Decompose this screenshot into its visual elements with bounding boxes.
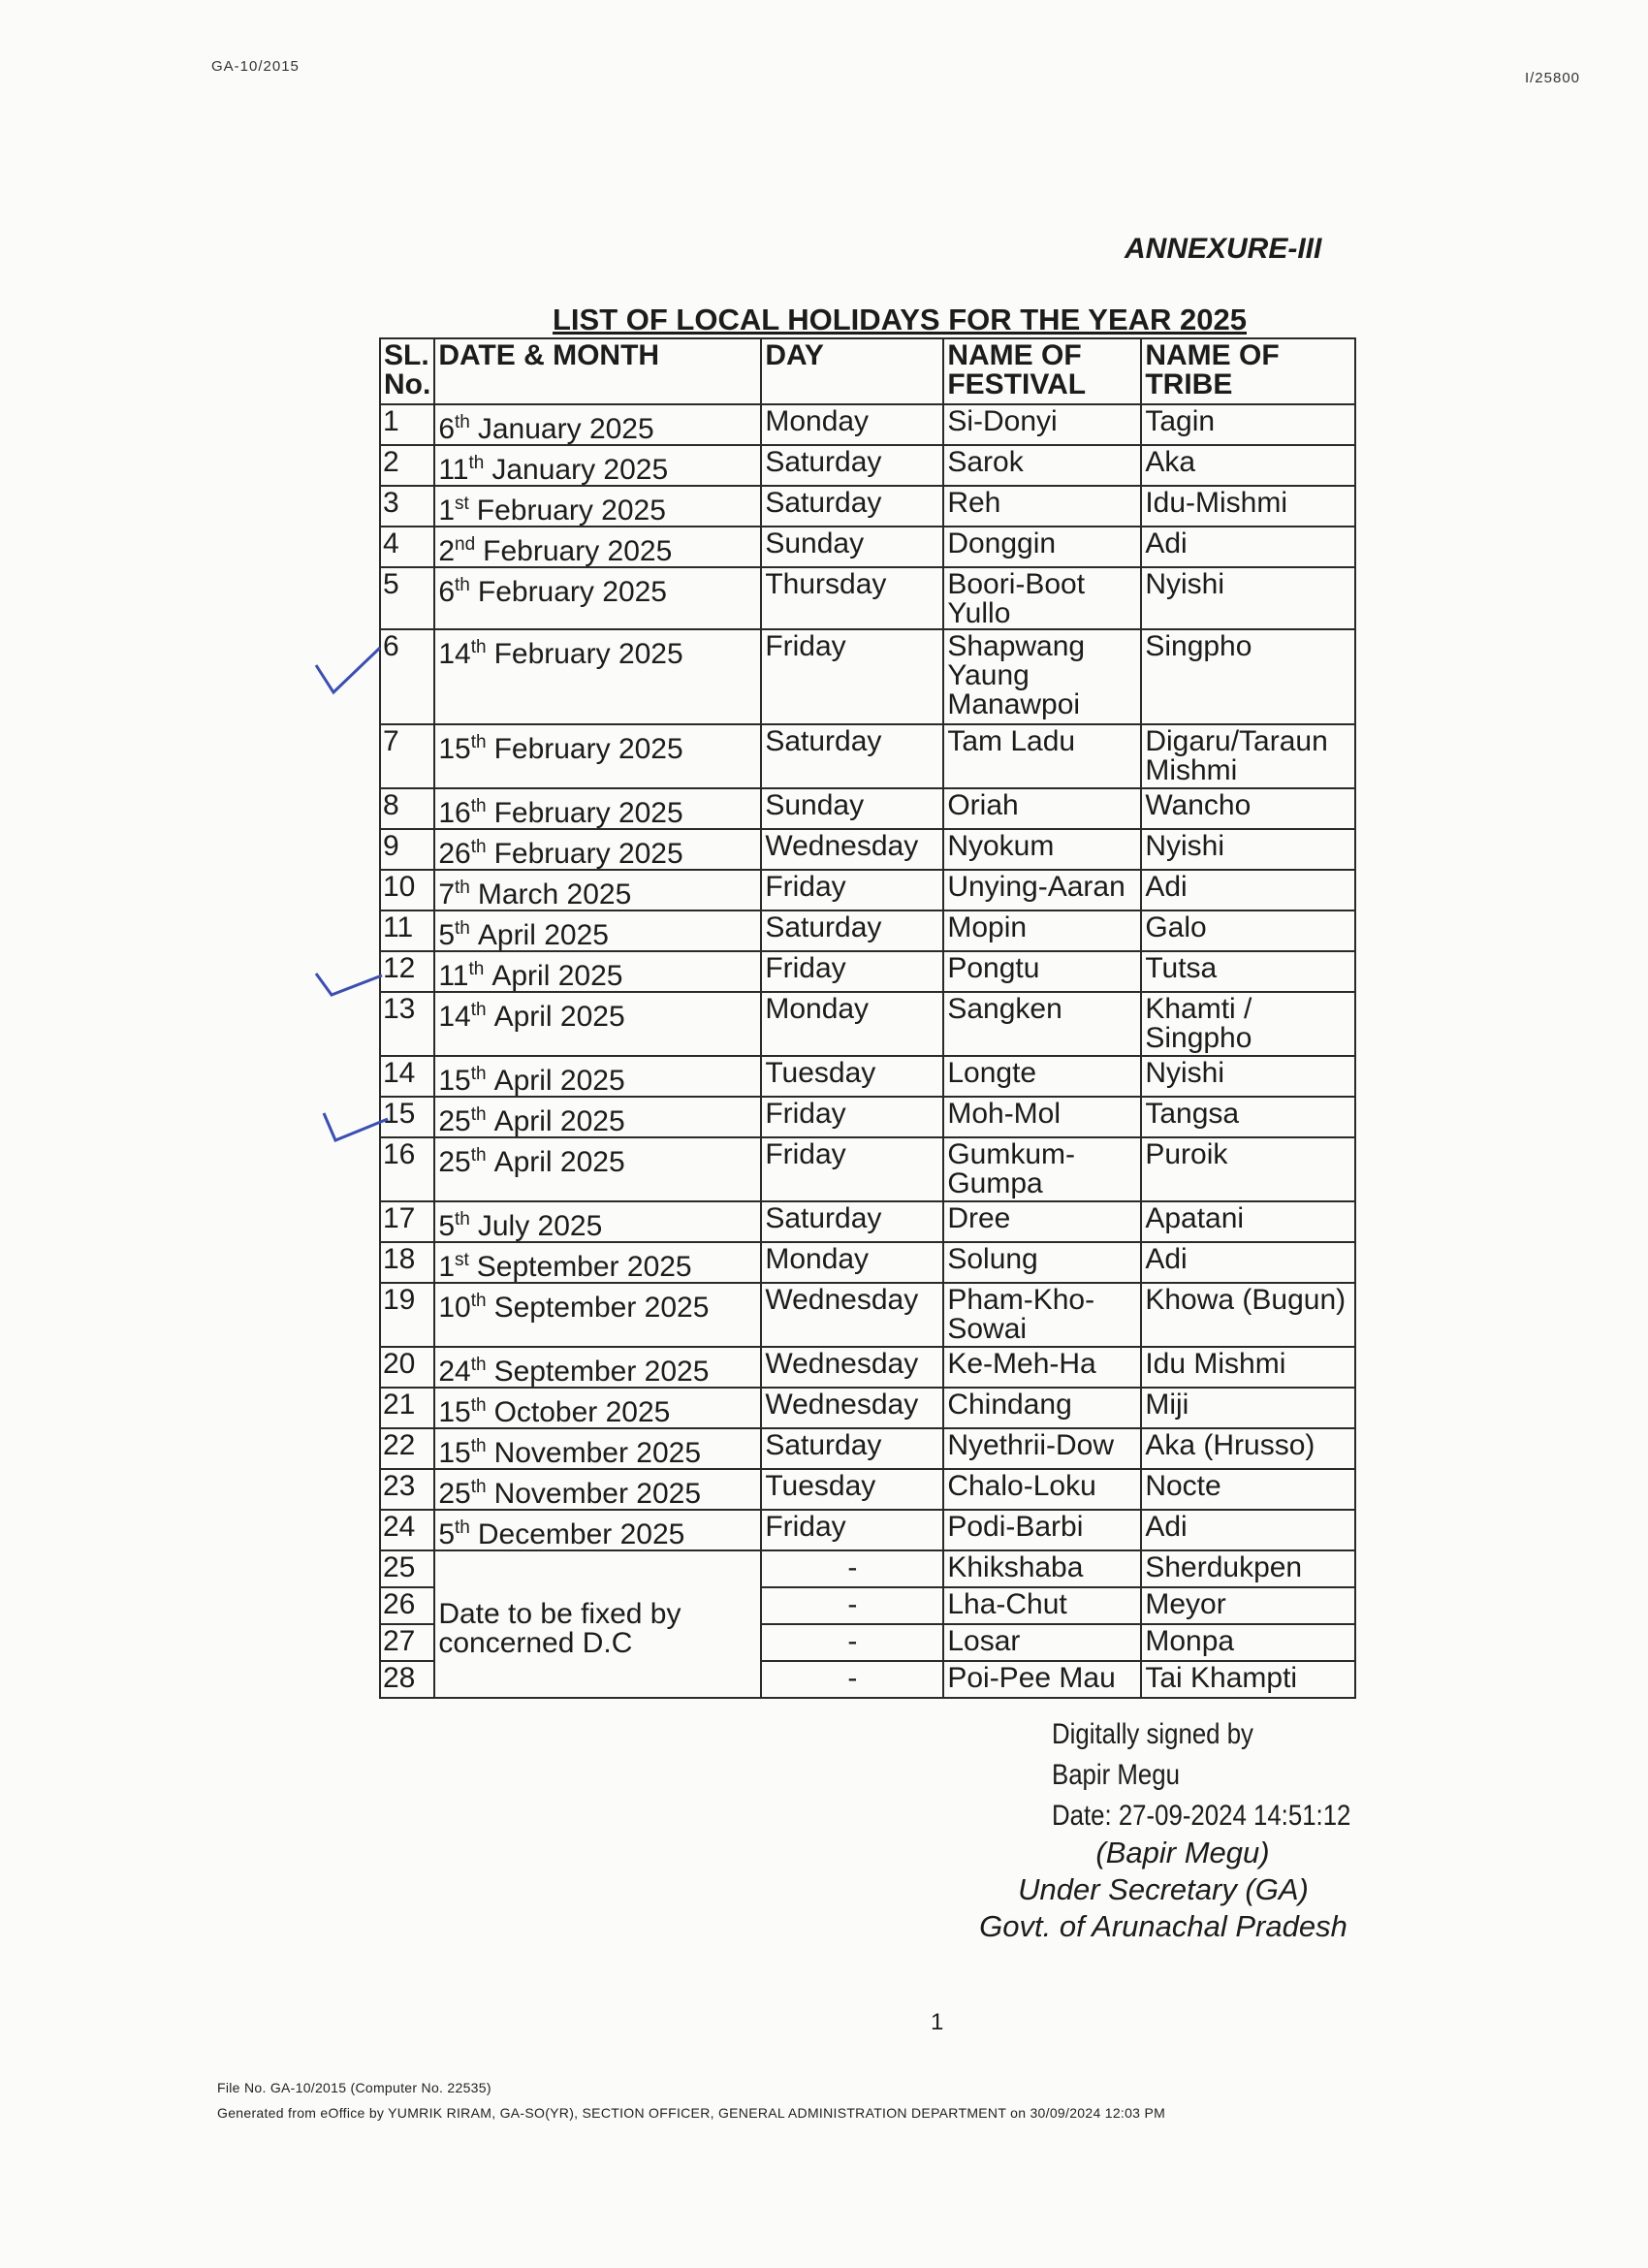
date-day-number: 16 bbox=[438, 797, 471, 829]
table-row bbox=[380, 788, 1355, 829]
column-header-date: DATE & MONTH bbox=[434, 338, 761, 404]
sl-number: 1 bbox=[380, 404, 434, 445]
date-month-year: November 2025 bbox=[493, 1478, 702, 1510]
date-cell bbox=[434, 788, 761, 829]
sl-number: 3 bbox=[380, 486, 434, 527]
footer-generated-by: Generated from eOffice by YUMRIK RIRAM, GA-SO(YR), SECTION OFFICER, GENERAL ADMINISTRATION DEPARTMENT on 30/09/2024 12:03 PM bbox=[217, 2105, 1166, 2121]
date-month-year: September 2025 bbox=[493, 1292, 710, 1324]
footer bbox=[217, 2075, 1165, 2125]
sl-number: 8 bbox=[380, 788, 434, 829]
date-month-year: March 2025 bbox=[477, 878, 632, 910]
festival-cell: Unying-Aaran bbox=[943, 870, 1141, 910]
table-row bbox=[380, 567, 1355, 629]
unfixed-date-cell: Date to be fixed by concerned D.C bbox=[434, 1550, 761, 1698]
date-ordinal-suffix: nd bbox=[455, 534, 476, 555]
date-day-number: 15 bbox=[438, 1065, 471, 1097]
date-cell bbox=[434, 1137, 761, 1201]
festival-cell: Pham-Kho-Sowai bbox=[943, 1283, 1141, 1347]
tribe-cell: Sherdukpen bbox=[1141, 1550, 1355, 1587]
tribe-cell: Aka bbox=[1141, 445, 1355, 486]
date-ordinal-suffix: th bbox=[470, 837, 487, 857]
date-ordinal-suffix: th bbox=[470, 637, 487, 657]
day-cell: - bbox=[761, 1661, 943, 1698]
date-month-year: April 2025 bbox=[493, 1001, 625, 1033]
table-row bbox=[380, 992, 1355, 1056]
tribe-cell: Monpa bbox=[1141, 1624, 1355, 1661]
festival-cell: Dree bbox=[943, 1201, 1141, 1242]
tribe-cell: Nocte bbox=[1141, 1469, 1355, 1510]
date-ordinal-suffix: th bbox=[455, 1517, 470, 1538]
date-cell bbox=[434, 829, 761, 870]
tribe-cell: Nyishi bbox=[1141, 567, 1355, 629]
date-day-number: 25 bbox=[438, 1478, 471, 1510]
date-cell bbox=[434, 1388, 761, 1428]
tribe-cell: Khamti / Singpho bbox=[1141, 992, 1355, 1056]
date-ordinal-suffix: th bbox=[470, 796, 487, 816]
sl-number: 28 bbox=[380, 1661, 434, 1698]
festival-cell: Moh-Mol bbox=[943, 1097, 1141, 1137]
sl-number: 4 bbox=[380, 527, 434, 567]
tribe-cell: Meyor bbox=[1141, 1587, 1355, 1624]
date-day-number: 5 bbox=[438, 1518, 456, 1550]
tribe-cell: Tutsa bbox=[1141, 951, 1355, 992]
date-ordinal-suffix: th bbox=[455, 575, 470, 595]
sl-number: 12 bbox=[380, 951, 434, 992]
officer-organisation: Govt. of Arunachal Pradesh bbox=[979, 1909, 1347, 1943]
day-cell: Tuesday bbox=[761, 1056, 943, 1097]
tribe-cell: Adi bbox=[1141, 870, 1355, 910]
date-day-number: 24 bbox=[438, 1356, 471, 1388]
sl-number: 20 bbox=[380, 1347, 434, 1388]
date-ordinal-suffix: th bbox=[470, 732, 487, 752]
table-row bbox=[380, 870, 1355, 910]
footer-file-number: File No. GA-10/2015 (Computer No. 22535) bbox=[217, 2080, 491, 2095]
table-row bbox=[380, 486, 1355, 527]
tribe-cell: Singpho bbox=[1141, 629, 1355, 724]
column-header-tribe: NAME OF TRIBE bbox=[1141, 338, 1355, 404]
date-ordinal-suffix: th bbox=[470, 1477, 487, 1497]
column-header-day: DAY bbox=[761, 338, 943, 404]
day-cell: Saturday bbox=[761, 910, 943, 951]
date-day-number: 25 bbox=[438, 1146, 471, 1178]
date-cell bbox=[434, 404, 761, 445]
sl-number: 26 bbox=[380, 1587, 434, 1624]
pen-tick-mark-icon bbox=[312, 960, 390, 1003]
date-month-year: April 2025 bbox=[493, 1146, 625, 1178]
day-cell: Friday bbox=[761, 951, 943, 992]
day-cell: Saturday bbox=[761, 445, 943, 486]
sl-number: 6 bbox=[380, 629, 434, 724]
date-day-number: 11 bbox=[438, 960, 469, 992]
festival-cell: Khikshaba bbox=[943, 1550, 1141, 1587]
date-cell bbox=[434, 1056, 761, 1097]
date-ordinal-suffix: st bbox=[455, 1250, 469, 1270]
officer-name: (Bapir Megu) bbox=[1095, 1836, 1270, 1869]
day-cell: - bbox=[761, 1624, 943, 1661]
sl-number: 18 bbox=[380, 1242, 434, 1283]
signature-line-2: Bapir Megu bbox=[1052, 1759, 1180, 1791]
festival-cell: Ke-Meh-Ha bbox=[943, 1347, 1141, 1388]
date-month-year: February 2025 bbox=[493, 797, 683, 829]
date-month-year: February 2025 bbox=[493, 838, 683, 870]
date-day-number: 15 bbox=[438, 733, 471, 765]
tribe-cell: Adi bbox=[1141, 1510, 1355, 1550]
date-ordinal-suffix: th bbox=[468, 959, 485, 979]
date-month-year: April 2025 bbox=[493, 1065, 625, 1097]
day-cell: Sunday bbox=[761, 788, 943, 829]
day-cell: Friday bbox=[761, 1510, 943, 1550]
table-row bbox=[380, 910, 1355, 951]
sl-number: 22 bbox=[380, 1428, 434, 1469]
table-row bbox=[380, 1428, 1355, 1469]
officer-designation: Under Secretary (GA) bbox=[1018, 1872, 1309, 1906]
date-day-number: 6 bbox=[438, 576, 456, 608]
tribe-cell: Nyishi bbox=[1141, 1056, 1355, 1097]
tribe-cell: Tai Khampti bbox=[1141, 1661, 1355, 1698]
date-month-year: April 2025 bbox=[477, 919, 609, 951]
document-title: LIST OF LOCAL HOLIDAYS FOR THE YEAR 2025 bbox=[553, 303, 1247, 336]
date-cell bbox=[434, 1283, 761, 1347]
sl-number: 15 bbox=[380, 1097, 434, 1137]
date-month-year: February 2025 bbox=[483, 535, 673, 567]
date-ordinal-suffix: st bbox=[455, 494, 469, 514]
date-day-number: 15 bbox=[438, 1396, 471, 1428]
sl-number: 25 bbox=[380, 1550, 434, 1587]
table-row bbox=[380, 1510, 1355, 1550]
sl-number: 24 bbox=[380, 1510, 434, 1550]
day-cell: Saturday bbox=[761, 486, 943, 527]
pen-tick-mark-icon bbox=[312, 644, 390, 702]
date-day-number: 1 bbox=[438, 495, 456, 527]
sl-number: 2 bbox=[380, 445, 434, 486]
festival-cell: Poi-Pee Mau bbox=[943, 1661, 1141, 1698]
tribe-cell: Adi bbox=[1141, 527, 1355, 567]
date-ordinal-suffix: th bbox=[470, 1436, 487, 1456]
table-row bbox=[380, 724, 1355, 788]
festival-cell: Solung bbox=[943, 1242, 1141, 1283]
festival-cell: Reh bbox=[943, 486, 1141, 527]
date-cell bbox=[434, 567, 761, 629]
table-row bbox=[380, 1469, 1355, 1510]
day-cell: Monday bbox=[761, 404, 943, 445]
sl-number: 27 bbox=[380, 1624, 434, 1661]
sl-number: 10 bbox=[380, 870, 434, 910]
sl-number: 11 bbox=[380, 910, 434, 951]
table-row bbox=[380, 951, 1355, 992]
date-ordinal-suffix: th bbox=[470, 1064, 487, 1084]
date-day-number: 11 bbox=[438, 454, 469, 486]
sl-number: 13 bbox=[380, 992, 434, 1056]
festival-cell: Nyokum bbox=[943, 829, 1141, 870]
festival-cell: Gumkum-Gumpa bbox=[943, 1137, 1141, 1201]
signature-line-3: Date: 27-09-2024 14:51:12 bbox=[1052, 1800, 1351, 1832]
date-cell bbox=[434, 1347, 761, 1388]
sl-number: 21 bbox=[380, 1388, 434, 1428]
date-month-year: November 2025 bbox=[493, 1437, 702, 1469]
page-number: 1 bbox=[931, 2009, 944, 2035]
festival-cell: Donggin bbox=[943, 527, 1141, 567]
table-body bbox=[380, 404, 1355, 1698]
tribe-cell: Galo bbox=[1141, 910, 1355, 951]
sl-number: 14 bbox=[380, 1056, 434, 1097]
day-cell: Tuesday bbox=[761, 1469, 943, 1510]
date-month-year: February 2025 bbox=[493, 733, 683, 765]
day-cell: Friday bbox=[761, 1097, 943, 1137]
sl-number: 5 bbox=[380, 567, 434, 629]
day-cell: Friday bbox=[761, 870, 943, 910]
day-cell: Saturday bbox=[761, 724, 943, 788]
date-day-number: 14 bbox=[438, 638, 471, 670]
festival-cell: Chindang bbox=[943, 1388, 1141, 1428]
day-cell: Thursday bbox=[761, 567, 943, 629]
festival-cell: Oriah bbox=[943, 788, 1141, 829]
day-cell: Wednesday bbox=[761, 1283, 943, 1347]
table-row bbox=[380, 445, 1355, 486]
tribe-cell: Adi bbox=[1141, 1242, 1355, 1283]
column-header-festival: NAME OF FESTIVAL bbox=[943, 338, 1141, 404]
date-month-year: December 2025 bbox=[477, 1518, 685, 1550]
day-cell: Saturday bbox=[761, 1428, 943, 1469]
table-row bbox=[380, 1283, 1355, 1347]
date-cell bbox=[434, 445, 761, 486]
tribe-cell: Tangsa bbox=[1141, 1097, 1355, 1137]
festival-cell: Shapwang Yaung Manawpoi bbox=[943, 629, 1141, 724]
date-cell bbox=[434, 870, 761, 910]
day-cell: Monday bbox=[761, 1242, 943, 1283]
date-month-year: January 2025 bbox=[477, 413, 654, 445]
date-month-year: February 2025 bbox=[477, 576, 667, 608]
table-row bbox=[380, 527, 1355, 567]
date-day-number: 2 bbox=[438, 535, 456, 567]
day-cell: Wednesday bbox=[761, 1388, 943, 1428]
date-ordinal-suffix: th bbox=[470, 1000, 487, 1020]
date-day-number: 14 bbox=[438, 1001, 471, 1033]
tribe-cell: Aka (Hrusso) bbox=[1141, 1428, 1355, 1469]
date-month-year: September 2025 bbox=[476, 1251, 692, 1283]
date-month-year: October 2025 bbox=[493, 1396, 671, 1428]
date-cell bbox=[434, 1510, 761, 1550]
tribe-cell: Miji bbox=[1141, 1388, 1355, 1428]
date-ordinal-suffix: th bbox=[470, 1104, 487, 1125]
date-cell bbox=[434, 1201, 761, 1242]
date-day-number: 15 bbox=[438, 1437, 471, 1469]
festival-cell: Longte bbox=[943, 1056, 1141, 1097]
date-month-year: January 2025 bbox=[491, 454, 669, 486]
table-row bbox=[380, 404, 1355, 445]
date-month-year: April 2025 bbox=[493, 1105, 625, 1137]
tribe-cell: Digaru/Taraun Mishmi bbox=[1141, 724, 1355, 788]
sl-number: 23 bbox=[380, 1469, 434, 1510]
tribe-cell: Nyishi bbox=[1141, 829, 1355, 870]
tribe-cell: Idu-Mishmi bbox=[1141, 486, 1355, 527]
day-cell: Wednesday bbox=[761, 829, 943, 870]
officer-block bbox=[955, 1835, 1372, 1945]
festival-cell: Podi-Barbi bbox=[943, 1510, 1141, 1550]
date-ordinal-suffix: th bbox=[455, 412, 470, 432]
date-day-number: 10 bbox=[438, 1292, 471, 1324]
sl-number: 16 bbox=[380, 1137, 434, 1201]
date-day-number: 25 bbox=[438, 1105, 471, 1137]
tribe-cell: Wancho bbox=[1141, 788, 1355, 829]
date-day-number: 6 bbox=[438, 413, 456, 445]
date-month-year: April 2025 bbox=[491, 960, 623, 992]
file-reference-right: I/25800 bbox=[1524, 70, 1580, 86]
date-cell bbox=[434, 1242, 761, 1283]
date-cell bbox=[434, 527, 761, 567]
day-cell: - bbox=[761, 1587, 943, 1624]
festival-cell: Lha-Chut bbox=[943, 1587, 1141, 1624]
date-cell bbox=[434, 992, 761, 1056]
annexure-label: ANNEXURE-III bbox=[1125, 233, 1322, 265]
tribe-cell: Idu Mishmi bbox=[1141, 1347, 1355, 1388]
tribe-cell: Tagin bbox=[1141, 404, 1355, 445]
date-day-number: 5 bbox=[438, 919, 456, 951]
tribe-cell: Khowa (Bugun) bbox=[1141, 1283, 1355, 1347]
day-cell: Sunday bbox=[761, 527, 943, 567]
table-header-row bbox=[380, 338, 1355, 404]
date-day-number: 1 bbox=[438, 1251, 456, 1283]
day-cell: Friday bbox=[761, 1137, 943, 1201]
festival-cell: Pongtu bbox=[943, 951, 1141, 992]
date-cell bbox=[434, 1469, 761, 1510]
date-ordinal-suffix: th bbox=[455, 918, 470, 939]
date-day-number: 5 bbox=[438, 1210, 456, 1242]
digital-signature-block bbox=[1052, 1714, 1350, 1837]
sl-number: 7 bbox=[380, 724, 434, 788]
day-cell: Monday bbox=[761, 992, 943, 1056]
sl-number: 9 bbox=[380, 829, 434, 870]
sl-number: 19 bbox=[380, 1283, 434, 1347]
festival-cell: Mopin bbox=[943, 910, 1141, 951]
date-cell bbox=[434, 1097, 761, 1137]
tribe-cell: Apatani bbox=[1141, 1201, 1355, 1242]
date-ordinal-suffix: th bbox=[468, 453, 485, 473]
table-row bbox=[380, 1056, 1355, 1097]
date-cell bbox=[434, 486, 761, 527]
date-ordinal-suffix: th bbox=[470, 1145, 487, 1166]
file-reference-left: GA-10/2015 bbox=[211, 58, 300, 75]
date-month-year: February 2025 bbox=[493, 638, 683, 670]
table-row bbox=[380, 829, 1355, 870]
date-cell bbox=[434, 724, 761, 788]
date-ordinal-suffix: th bbox=[455, 1209, 470, 1230]
table-row bbox=[380, 1097, 1355, 1137]
table-row bbox=[380, 1201, 1355, 1242]
date-day-number: 26 bbox=[438, 838, 471, 870]
day-cell: Wednesday bbox=[761, 1347, 943, 1388]
festival-cell: Si-Donyi bbox=[943, 404, 1141, 445]
table-row bbox=[380, 1137, 1355, 1201]
festival-cell: Losar bbox=[943, 1624, 1141, 1661]
table-row bbox=[380, 1550, 1355, 1587]
festival-cell: Tam Ladu bbox=[943, 724, 1141, 788]
column-header-sl: SL. No. bbox=[380, 338, 434, 404]
table-row bbox=[380, 1242, 1355, 1283]
date-ordinal-suffix: th bbox=[470, 1395, 487, 1416]
date-cell bbox=[434, 629, 761, 724]
date-month-year: July 2025 bbox=[477, 1210, 603, 1242]
signature-line-1: Digitally signed by bbox=[1052, 1718, 1253, 1750]
day-cell: Saturday bbox=[761, 1201, 943, 1242]
table-row bbox=[380, 629, 1355, 724]
festival-cell: Nyethrii-Dow bbox=[943, 1428, 1141, 1469]
date-day-number: 7 bbox=[438, 878, 456, 910]
day-cell: - bbox=[761, 1550, 943, 1587]
table-row bbox=[380, 1347, 1355, 1388]
sl-number: 17 bbox=[380, 1201, 434, 1242]
festival-cell: Chalo-Loku bbox=[943, 1469, 1141, 1510]
holiday-table bbox=[379, 337, 1356, 1699]
pen-tick-mark-icon bbox=[320, 1107, 397, 1150]
festival-cell: Sangken bbox=[943, 992, 1141, 1056]
date-cell bbox=[434, 1428, 761, 1469]
tribe-cell: Puroik bbox=[1141, 1137, 1355, 1201]
date-ordinal-suffix: th bbox=[470, 1355, 487, 1375]
date-month-year: September 2025 bbox=[493, 1356, 710, 1388]
date-ordinal-suffix: th bbox=[470, 1291, 487, 1311]
date-month-year: February 2025 bbox=[476, 495, 666, 527]
festival-cell: Boori-Boot Yullo bbox=[943, 567, 1141, 629]
day-cell: Friday bbox=[761, 629, 943, 724]
festival-cell: Sarok bbox=[943, 445, 1141, 486]
date-cell bbox=[434, 910, 761, 951]
date-ordinal-suffix: th bbox=[455, 878, 470, 898]
date-cell bbox=[434, 951, 761, 992]
table-row bbox=[380, 1388, 1355, 1428]
